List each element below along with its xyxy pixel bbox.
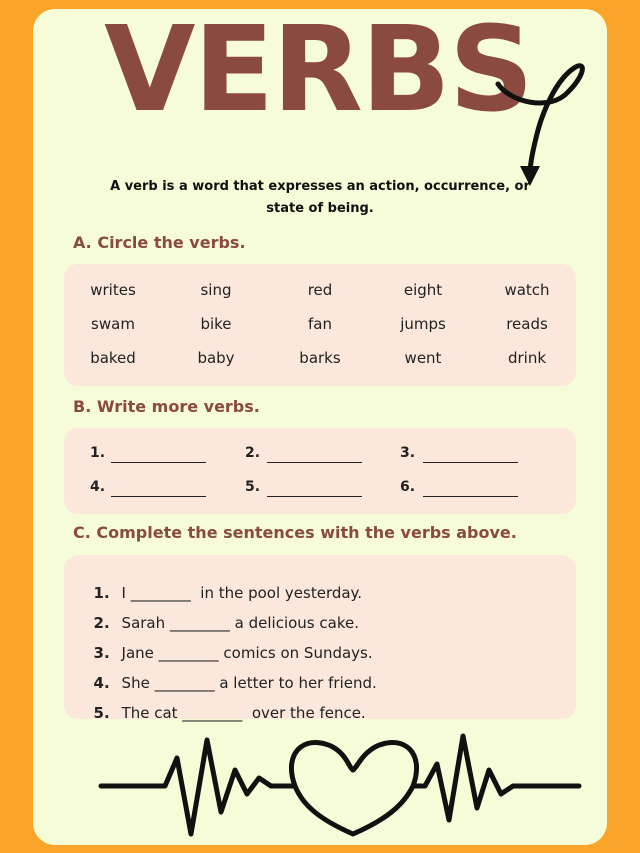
word-item[interactable]: baby [197,349,235,367]
answer-blank[interactable] [423,496,518,497]
word-item[interactable]: writes [90,281,136,299]
section-b-title: B. Write more verbs. [73,397,260,416]
title-text: VERBS [104,2,532,122]
blank-number: 4. [90,479,106,495]
sentence-number: 2. [93,614,110,632]
curly-arrow-icon [490,62,600,188]
word-item[interactable]: barks [299,349,341,367]
word-item[interactable]: eight [403,281,443,299]
word-item[interactable]: sing [200,281,232,299]
answer-blank[interactable] [111,496,206,497]
answer-blank[interactable] [423,462,518,463]
word-item[interactable]: went [404,349,442,367]
sentence-text[interactable]: She ________ a letter to her friend. [121,674,377,692]
sentence-text[interactable]: The cat ________ over the fence. [121,704,366,722]
answer-blank[interactable] [111,462,206,463]
word-item[interactable]: drink [507,349,547,367]
verb-definition: A verb is a word that expresses an action, occurrence, or state of being. [110,179,530,216]
blank-number: 3. [400,445,416,461]
word-item[interactable]: baked [90,349,136,367]
sentence-text[interactable]: Sarah ________ a delicious cake. [121,614,359,632]
heartbeat-heart-icon [95,724,585,842]
word-item[interactable]: red [307,281,333,299]
blank-number: 1. [90,445,106,461]
blank-number: 2. [245,445,261,461]
word-item[interactable]: fan [308,315,332,333]
word-item[interactable]: jumps [400,315,446,333]
sentence-text[interactable]: I ________ in the pool yesterday. [121,584,363,602]
sentence-item [84,686,366,722]
blank-number: 6. [400,479,416,495]
sentence-number: 1. [93,584,110,602]
word-item[interactable]: bike [200,315,232,333]
blanks-box [64,428,576,514]
word-item[interactable]: watch [504,281,550,299]
sentence-number: 5. [93,704,110,722]
section-a-title: A. Circle the verbs. [73,233,246,252]
word-item[interactable]: swam [91,315,135,333]
blank-number: 5. [245,479,261,495]
answer-blank[interactable] [267,496,362,497]
sentence-number: 4. [93,674,110,692]
sentence-text[interactable]: Jane ________ comics on Sundays. [121,644,373,662]
answer-blank[interactable] [267,462,362,463]
section-c-title: C. Complete the sentences with the verbs above. [73,523,517,542]
word-item[interactable]: reads [506,315,548,333]
sentence-number: 3. [93,644,110,662]
